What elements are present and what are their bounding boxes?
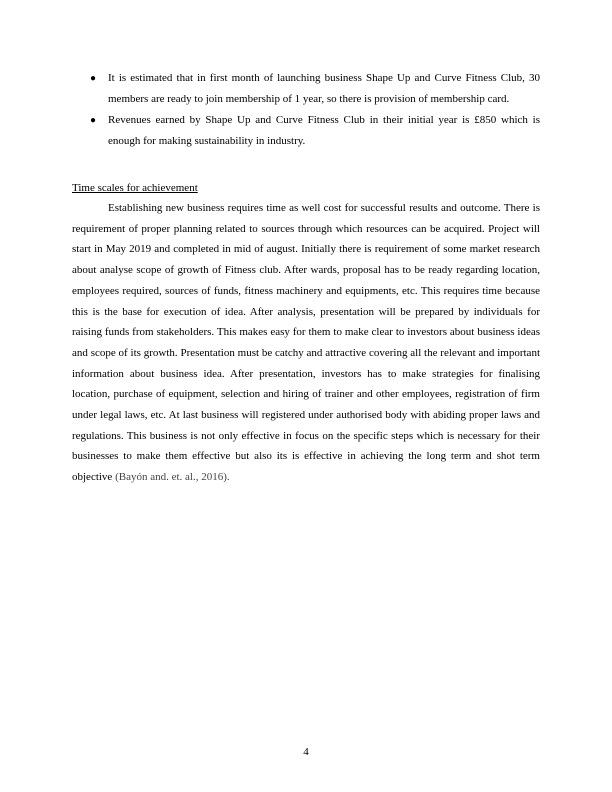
bullet-icon: ●	[90, 73, 97, 84]
citation: (Bayón and. et. al., 2016).	[115, 471, 230, 484]
page-number: 4	[303, 746, 309, 758]
bullet-list	[72, 68, 540, 152]
bullet-icon: ●	[90, 115, 97, 126]
bullet-text: It is estimated that in first month of launching business Shape Up and Curve Fitness Club, 30 members are ready to join membership of 1 year, so there is provision of membership card.	[108, 72, 540, 105]
paragraph-text: Establishing new business requires time as well cost for successful results and outcome. There is requirement of proper planning related to sources through which resources can be acquired. Project will start in May 2019 and completed in mid of august. Initially there is requirement of some market research about analyse scope of growth of Fitness club. After wards, proposal has to be ready regarding location, employees required, sources of funds, fitness machinery and equipments, etc. This requires time because this is the base for execution of idea. After analysis, presentation will be prepared by individuals for raising funds from stakeholders. This makes easy for them to make clear to investors about business ideas and scope of its growth. Presentation must be catchy and attractive covering all the relevant and important information about business idea. After presentation, investors has to make strategies for finalising location, purchase of equipment, selection and hiring of trainer and other employees, registration of firm under legal laws, etc. At last business will registered under authorised body with abiding proper laws and regulations. This business is not only effective in focus on the specific steps which is necessary for their businesses to make them effective but also its is effective in achieving the long term and shot term objective	[72, 202, 540, 484]
section-heading: Time scales for achievement	[72, 182, 198, 194]
bullet-item	[72, 110, 540, 152]
bullet-item	[72, 68, 540, 110]
bullet-text: Revenues earned by Shape Up and Curve Fitness Club in their initial year is £850 which is enough for making sustainability in industry.	[108, 114, 540, 147]
body-paragraph	[72, 198, 540, 488]
